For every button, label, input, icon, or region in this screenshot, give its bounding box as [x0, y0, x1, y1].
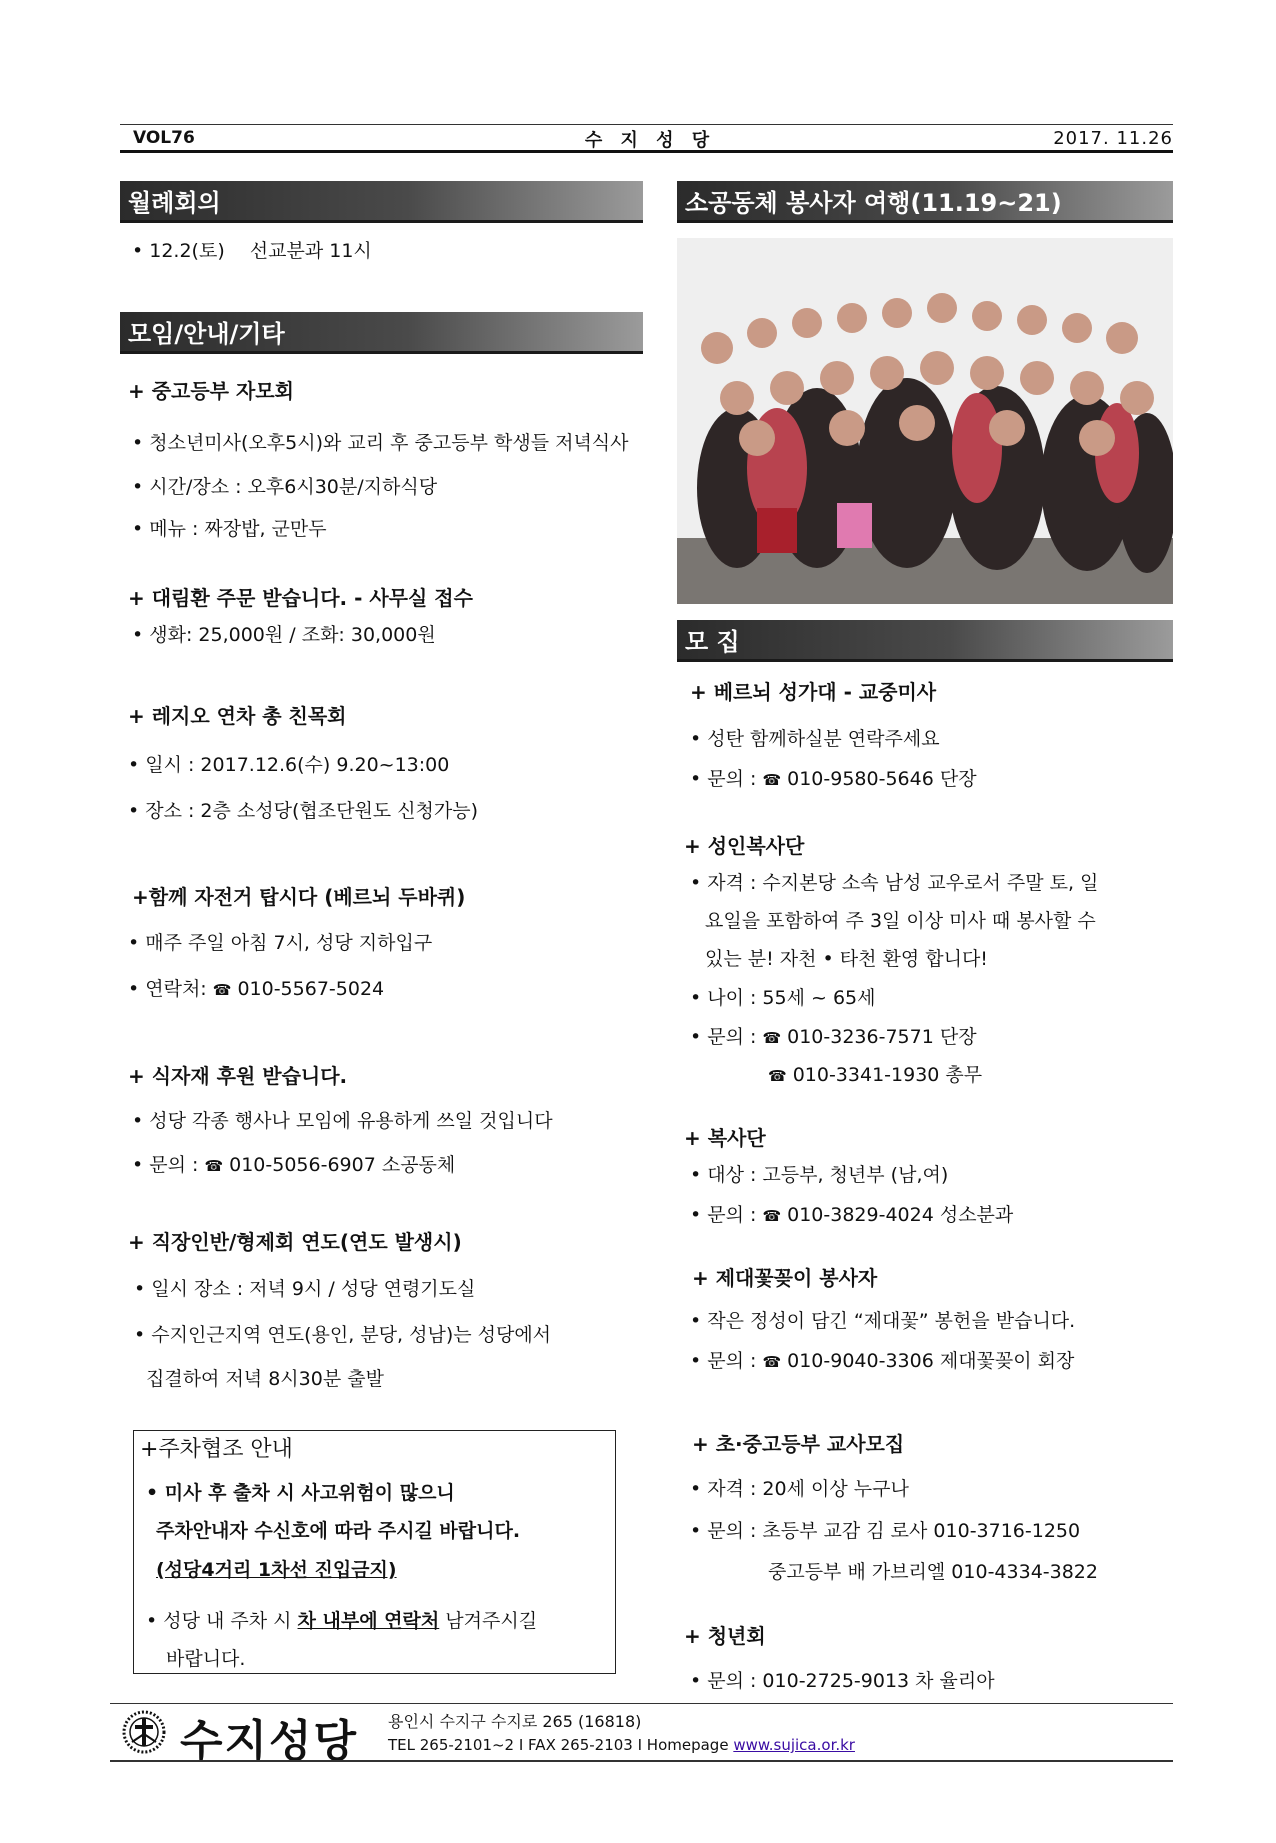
altar-line: 있는 분! 자천 • 타천 환영 합니다! [705, 948, 988, 970]
servers-contact-label: • 문의 : [690, 1204, 763, 1226]
section-recruit: 모 집 [677, 620, 1173, 662]
parents-item: • 청소년미사(오후5시)와 교리 후 중고등부 학생들 저녁식사 [132, 432, 629, 454]
choir-item: • 성탄 함께하실분 연락주세요 [690, 728, 940, 750]
altar-line: 요일을 포함하여 주 3일 이상 미사 때 봉사할 수 [705, 910, 1096, 932]
choir-contact-phone: 010-9580-5646 단장 [787, 768, 977, 790]
parking-notice-box [133, 1430, 616, 1674]
choir-heading: + 베르뇌 성가대 - 교중미사 [690, 680, 937, 704]
phone-icon: ☎ [762, 1029, 782, 1047]
parents-item: • 메뉴 : 짜장밥, 군만두 [132, 518, 327, 540]
phone-icon: ☎ [762, 771, 782, 789]
flowers-contact [690, 1346, 1074, 1373]
food-heading: + 식자재 후원 받습니다. [128, 1064, 348, 1088]
flowers-contact-phone: 010-9040-3306 제대꽃꽂이 회장 [787, 1350, 1075, 1372]
monthly-item: • 12.2(토) 선교분과 11시 [132, 240, 372, 262]
servers-contact-phone: 010-3829-4024 성소분과 [787, 1204, 1014, 1226]
choir-contact [690, 764, 977, 791]
altar-heading: + 성인복사단 [684, 834, 805, 858]
servers-item: • 대상 : 고등부, 청년부 (남,여) [690, 1164, 949, 1186]
wreath-item: • 생화: 25,000원 / 조화: 30,000원 [132, 624, 436, 646]
altar-contact-phone: 010-3236-7571 단장 [787, 1026, 977, 1048]
footer-contact [388, 1736, 855, 1754]
flowers-contact-label: • 문의 : [690, 1350, 763, 1372]
workers-heading: + 직장인반/형제회 연도(연도 발생시) [128, 1230, 462, 1254]
bike-contact-label: • 연락처: [128, 978, 213, 1000]
phone-icon: ☎ [762, 1353, 782, 1371]
parking-line [146, 1606, 537, 1633]
parking-line4-post: 남겨주시길 [439, 1610, 538, 1632]
bike-item: • 매주 주일 아침 7시, 성당 지하입구 [128, 932, 433, 954]
youth-heading: + 청년회 [684, 1624, 766, 1648]
parking-line4-bold: 차 내부에 연락처 [297, 1610, 440, 1632]
phone-icon: ☎ [768, 1067, 787, 1085]
food-contact-phone: 010-5056-6907 소공동체 [229, 1154, 456, 1176]
wreath-heading: + 대림환 주문 받습니다. - 사무실 접수 [128, 586, 473, 610]
flowers-item: • 작은 정성이 담긴 “제대꽃” 봉헌을 받습니다. [690, 1310, 1076, 1332]
teachers-heading: + 초·중고등부 교사모집 [692, 1432, 905, 1456]
bike-heading: +함께 자전거 탑시다 (베르뇌 두바퀴) [132, 885, 466, 909]
servers-heading: + 복사단 [684, 1126, 766, 1150]
bike-contact [128, 974, 384, 1001]
food-item: • 성당 각종 행사나 모임에 유용하게 쓰일 것입니다 [132, 1110, 553, 1132]
phone-icon: ☎ [762, 1207, 782, 1225]
youth-item: • 문의 : 010-2725-9013 차 율리아 [690, 1670, 995, 1692]
teachers-item: • 문의 : 초등부 교감 김 로사 010-3716-1250 [690, 1520, 1081, 1542]
homepage-link[interactable]: www.sujica.or.kr [733, 1736, 855, 1754]
parking-line: 바랍니다. [166, 1648, 246, 1670]
phone-icon: ☎ [212, 981, 232, 999]
parking-line: 주차안내자 수신호에 따라 주시길 바랍니다. [156, 1520, 521, 1542]
parking-line: (성당4거리 1차선 진입금지) [156, 1559, 397, 1581]
phone-icon: ☎ [204, 1157, 224, 1175]
teachers-item: 중고등부 배 가브리엘 010-4334-3822 [768, 1561, 1098, 1583]
legio-item: • 장소 : 2층 소성당(협조단원도 신청가능) [128, 800, 479, 822]
altar-line: • 자격 : 수지본당 소속 남성 교우로서 주말 토, 일 [690, 872, 1099, 894]
issue-volume: VOL76 [133, 128, 195, 148]
servers-contact [690, 1200, 1013, 1227]
header-bottom-rule [120, 150, 1173, 153]
group-photo [677, 238, 1173, 604]
altar-line: • 나이 : 55세 ~ 65세 [690, 987, 876, 1009]
teachers-item: • 자격 : 20세 이상 누구나 [690, 1478, 909, 1500]
church-logo-text: 수지성당 [180, 1716, 359, 1767]
parents-item: • 시간/장소 : 오후6시30분/지하식당 [132, 476, 438, 498]
parents-heading: + 중고등부 자모회 [128, 379, 294, 403]
issue-date: 2017. 11.26 [1053, 128, 1173, 149]
altar-contact-label: • 문의 : [690, 1026, 763, 1048]
bike-contact-phone: 010-5567-5024 [237, 978, 385, 1000]
parking-line4-pre: • 성당 내 주차 시 [146, 1610, 298, 1632]
altar-contact-phone-2: 010-3341-1930 총무 [792, 1064, 983, 1086]
footer-bottom-rule [110, 1760, 1173, 1762]
altar-contact [690, 1022, 977, 1049]
legio-item: • 일시 : 2017.12.6(수) 9.20~13:00 [128, 754, 450, 776]
workers-item: • 일시 장소 : 저녁 9시 / 성당 연령기도실 [134, 1278, 476, 1300]
parking-line: • 미사 후 출차 시 사고위험이 많으니 [146, 1482, 455, 1504]
newsletter-title: 수 지 성 당 [584, 130, 716, 151]
section-meetings: 모임/안내/기타 [120, 312, 643, 354]
legio-heading: + 레지오 연차 총 친목회 [128, 704, 347, 728]
group-photo-illustration [677, 238, 1173, 604]
choir-contact-label: • 문의 : [690, 768, 763, 790]
section-monthly-meeting: 월례회의 [120, 181, 643, 223]
workers-item: 집결하여 저녁 8시30분 출발 [146, 1368, 384, 1390]
parking-heading: +주차협조 안내 [140, 1437, 293, 1462]
food-contact-label: • 문의 : [132, 1154, 205, 1176]
food-contact [132, 1150, 455, 1177]
header-top-rule [120, 124, 1173, 125]
footer-address: 용인시 수지구 수지로 265 (16818) [388, 1712, 642, 1731]
footer-contact-text: TEL 265-2101~2 I FAX 265-2103 I Homepage [388, 1736, 734, 1754]
workers-item: • 수지인근지역 연도(용인, 분당, 성남)는 성당에서 [134, 1324, 552, 1346]
section-trip: 소공동체 봉사자 여행(11.19~21) [677, 181, 1173, 223]
footer-top-rule [110, 1703, 1173, 1704]
flowers-heading: + 제대꽃꽂이 봉사자 [692, 1266, 878, 1290]
altar-contact-2 [768, 1060, 982, 1087]
church-logo-icon [122, 1710, 166, 1754]
